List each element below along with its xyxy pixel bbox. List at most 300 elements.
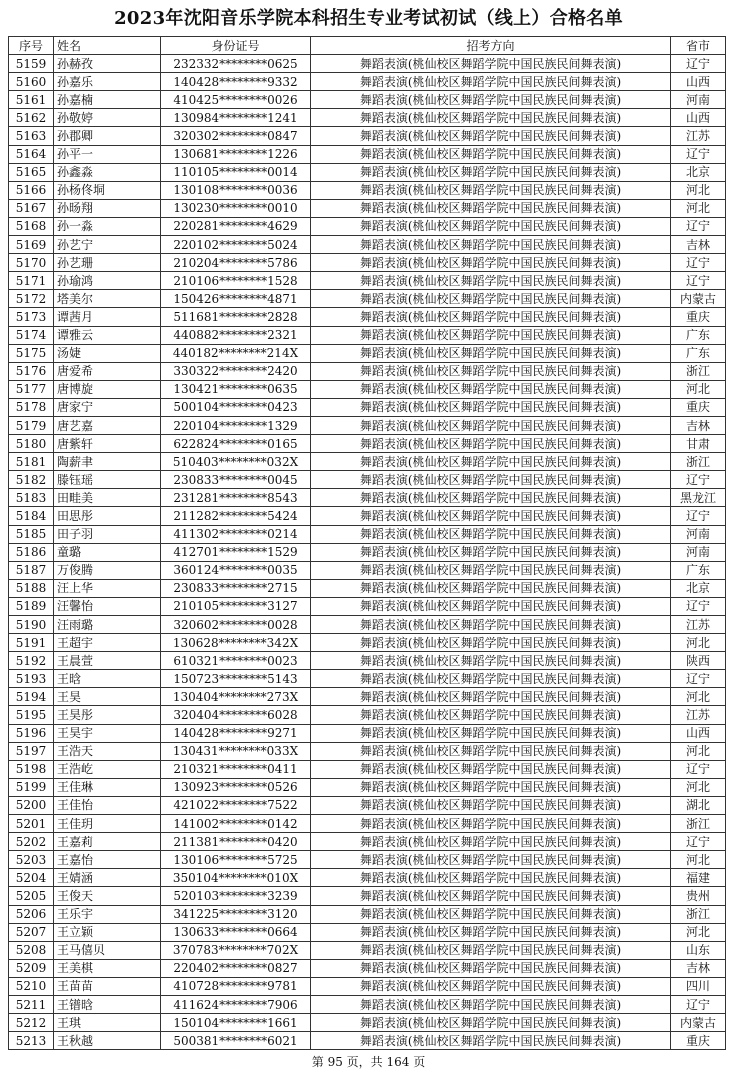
row-province: 浙江 xyxy=(671,362,726,380)
header-exam-direction: 招考方向 xyxy=(311,37,671,55)
row-serial-number: 5169 xyxy=(9,236,54,254)
row-serial-number: 5208 xyxy=(9,941,54,959)
row-serial-number: 5193 xyxy=(9,670,54,688)
row-id-number: 320404********6028 xyxy=(161,706,311,724)
row-province: 河北 xyxy=(671,923,726,941)
row-province: 吉林 xyxy=(671,416,726,434)
row-serial-number: 5199 xyxy=(9,778,54,796)
row-serial-number: 5213 xyxy=(9,1032,54,1050)
row-name: 陶薪聿 xyxy=(54,453,161,471)
table-row xyxy=(9,489,726,507)
admission-list-table xyxy=(8,36,726,1050)
row-province: 重庆 xyxy=(671,398,726,416)
row-name: 王嘉莉 xyxy=(54,833,161,851)
row-province: 广东 xyxy=(671,344,726,362)
row-name: 王佳玥 xyxy=(54,815,161,833)
row-serial-number: 5159 xyxy=(9,55,54,73)
row-province: 浙江 xyxy=(671,905,726,923)
row-exam-direction: 舞蹈表演(桃仙校区舞蹈学院中国民族民间舞表演) xyxy=(311,977,671,995)
row-id-number: 410425********0026 xyxy=(161,91,311,109)
row-name: 王昊彤 xyxy=(54,706,161,724)
row-id-number: 130431********033X xyxy=(161,742,311,760)
row-serial-number: 5177 xyxy=(9,380,54,398)
row-name: 孙艺珊 xyxy=(54,254,161,272)
row-exam-direction: 舞蹈表演(桃仙校区舞蹈学院中国民族民间舞表演) xyxy=(311,616,671,634)
header-id-number: 身份证号 xyxy=(161,37,311,55)
row-exam-direction: 舞蹈表演(桃仙校区舞蹈学院中国民族民间舞表演) xyxy=(311,145,671,163)
table-row xyxy=(9,127,726,145)
row-name: 汪馨怡 xyxy=(54,597,161,615)
row-name: 王苗苗 xyxy=(54,977,161,995)
row-exam-direction: 舞蹈表演(桃仙校区舞蹈学院中国民族民间舞表演) xyxy=(311,670,671,688)
row-exam-direction: 舞蹈表演(桃仙校区舞蹈学院中国民族民间舞表演) xyxy=(311,1014,671,1032)
row-exam-direction: 舞蹈表演(桃仙校区舞蹈学院中国民族民间舞表演) xyxy=(311,398,671,416)
row-province: 辽宁 xyxy=(671,145,726,163)
row-province: 广东 xyxy=(671,326,726,344)
table-row xyxy=(9,579,726,597)
row-name: 孙旸翔 xyxy=(54,199,161,217)
row-id-number: 411302********0214 xyxy=(161,525,311,543)
row-exam-direction: 舞蹈表演(桃仙校区舞蹈学院中国民族民间舞表演) xyxy=(311,471,671,489)
row-serial-number: 5192 xyxy=(9,652,54,670)
row-name: 田思彤 xyxy=(54,507,161,525)
row-province: 辽宁 xyxy=(671,254,726,272)
table-row xyxy=(9,923,726,941)
row-id-number: 412701********1529 xyxy=(161,543,311,561)
row-id-number: 232332********0625 xyxy=(161,55,311,73)
row-province: 河北 xyxy=(671,380,726,398)
table-row xyxy=(9,742,726,760)
row-name: 唐爱希 xyxy=(54,362,161,380)
row-exam-direction: 舞蹈表演(桃仙校区舞蹈学院中国民族民间舞表演) xyxy=(311,55,671,73)
row-serial-number: 5190 xyxy=(9,616,54,634)
table-row xyxy=(9,1014,726,1032)
row-name: 孙郡卿 xyxy=(54,127,161,145)
table-row xyxy=(9,561,726,579)
row-exam-direction: 舞蹈表演(桃仙校区舞蹈学院中国民族民间舞表演) xyxy=(311,127,671,145)
row-id-number: 231281********8543 xyxy=(161,489,311,507)
row-serial-number: 5172 xyxy=(9,290,54,308)
row-province: 辽宁 xyxy=(671,471,726,489)
table-row xyxy=(9,435,726,453)
row-province: 河北 xyxy=(671,688,726,706)
table-row xyxy=(9,977,726,995)
row-name: 王嘉怡 xyxy=(54,851,161,869)
row-exam-direction: 舞蹈表演(桃仙校区舞蹈学院中国民族民间舞表演) xyxy=(311,181,671,199)
row-exam-direction: 舞蹈表演(桃仙校区舞蹈学院中国民族民间舞表演) xyxy=(311,706,671,724)
page-footer: 第 95 页，共 164 页 xyxy=(311,1055,426,1069)
table-row xyxy=(9,290,726,308)
row-province: 河北 xyxy=(671,199,726,217)
row-exam-direction: 舞蹈表演(桃仙校区舞蹈学院中国民族民间舞表演) xyxy=(311,254,671,272)
row-province: 江苏 xyxy=(671,706,726,724)
table-row xyxy=(9,507,726,525)
row-serial-number: 5201 xyxy=(9,815,54,833)
table-row xyxy=(9,869,726,887)
table-row xyxy=(9,688,726,706)
row-province: 河南 xyxy=(671,543,726,561)
table-row xyxy=(9,416,726,434)
table-row xyxy=(9,1032,726,1050)
row-serial-number: 5171 xyxy=(9,272,54,290)
row-id-number: 150104********1661 xyxy=(161,1014,311,1032)
table-row xyxy=(9,380,726,398)
table-row xyxy=(9,887,726,905)
row-exam-direction: 舞蹈表演(桃仙校区舞蹈学院中国民族民间舞表演) xyxy=(311,561,671,579)
row-id-number: 150426********4871 xyxy=(161,290,311,308)
row-exam-direction: 舞蹈表演(桃仙校区舞蹈学院中国民族民间舞表演) xyxy=(311,435,671,453)
row-name: 孙平一 xyxy=(54,145,161,163)
row-id-number: 110105********0014 xyxy=(161,163,311,181)
row-serial-number: 5204 xyxy=(9,869,54,887)
row-province: 辽宁 xyxy=(671,760,726,778)
row-id-number: 130108********0036 xyxy=(161,181,311,199)
row-serial-number: 5181 xyxy=(9,453,54,471)
row-exam-direction: 舞蹈表演(桃仙校区舞蹈学院中国民族民间舞表演) xyxy=(311,815,671,833)
row-serial-number: 5173 xyxy=(9,308,54,326)
row-exam-direction: 舞蹈表演(桃仙校区舞蹈学院中国民族民间舞表演) xyxy=(311,959,671,977)
row-exam-direction: 舞蹈表演(桃仙校区舞蹈学院中国民族民间舞表演) xyxy=(311,851,671,869)
row-province: 山西 xyxy=(671,73,726,91)
row-id-number: 610321********0023 xyxy=(161,652,311,670)
row-province: 浙江 xyxy=(671,453,726,471)
row-province: 河北 xyxy=(671,778,726,796)
table-row xyxy=(9,362,726,380)
row-serial-number: 5170 xyxy=(9,254,54,272)
row-id-number: 130404********273X xyxy=(161,688,311,706)
row-province: 浙江 xyxy=(671,815,726,833)
row-exam-direction: 舞蹈表演(桃仙校区舞蹈学院中国民族民间舞表演) xyxy=(311,272,671,290)
row-province: 辽宁 xyxy=(671,55,726,73)
row-id-number: 350104********010X xyxy=(161,869,311,887)
row-exam-direction: 舞蹈表演(桃仙校区舞蹈学院中国民族民间舞表演) xyxy=(311,416,671,434)
table-row xyxy=(9,597,726,615)
table-row xyxy=(9,145,726,163)
table-row xyxy=(9,308,726,326)
row-id-number: 500381********6021 xyxy=(161,1032,311,1050)
row-serial-number: 5167 xyxy=(9,199,54,217)
row-name: 孙鑫淼 xyxy=(54,163,161,181)
row-name: 孙瑜鸿 xyxy=(54,272,161,290)
row-exam-direction: 舞蹈表演(桃仙校区舞蹈学院中国民族民间舞表演) xyxy=(311,995,671,1013)
row-exam-direction: 舞蹈表演(桃仙校区舞蹈学院中国民族民间舞表演) xyxy=(311,525,671,543)
row-name: 王俊天 xyxy=(54,887,161,905)
row-id-number: 220102********5024 xyxy=(161,236,311,254)
row-exam-direction: 舞蹈表演(桃仙校区舞蹈学院中国民族民间舞表演) xyxy=(311,579,671,597)
table-row xyxy=(9,236,726,254)
row-exam-direction: 舞蹈表演(桃仙校区舞蹈学院中国民族民间舞表演) xyxy=(311,887,671,905)
table-row xyxy=(9,73,726,91)
row-id-number: 230833********0045 xyxy=(161,471,311,489)
row-exam-direction: 舞蹈表演(桃仙校区舞蹈学院中国民族民间舞表演) xyxy=(311,634,671,652)
row-exam-direction: 舞蹈表演(桃仙校区舞蹈学院中国民族民间舞表演) xyxy=(311,652,671,670)
table-row xyxy=(9,471,726,489)
row-name: 孙一淼 xyxy=(54,217,161,235)
header-name: 姓名 xyxy=(54,37,161,55)
table-row xyxy=(9,199,726,217)
table-row xyxy=(9,525,726,543)
row-serial-number: 5196 xyxy=(9,724,54,742)
row-province: 湖北 xyxy=(671,796,726,814)
row-serial-number: 5209 xyxy=(9,959,54,977)
row-exam-direction: 舞蹈表演(桃仙校区舞蹈学院中国民族民间舞表演) xyxy=(311,597,671,615)
row-serial-number: 5184 xyxy=(9,507,54,525)
row-province: 北京 xyxy=(671,163,726,181)
row-exam-direction: 舞蹈表演(桃仙校区舞蹈学院中国民族民间舞表演) xyxy=(311,217,671,235)
row-name: 滕钰瑶 xyxy=(54,471,161,489)
row-serial-number: 5176 xyxy=(9,362,54,380)
row-province: 河北 xyxy=(671,742,726,760)
row-serial-number: 5160 xyxy=(9,73,54,91)
row-province: 江苏 xyxy=(671,616,726,634)
row-serial-number: 5175 xyxy=(9,344,54,362)
row-exam-direction: 舞蹈表演(桃仙校区舞蹈学院中国民族民间舞表演) xyxy=(311,869,671,887)
row-serial-number: 5191 xyxy=(9,634,54,652)
row-name: 王浩屹 xyxy=(54,760,161,778)
row-name: 王乐宇 xyxy=(54,905,161,923)
row-exam-direction: 舞蹈表演(桃仙校区舞蹈学院中国民族民间舞表演) xyxy=(311,489,671,507)
row-exam-direction: 舞蹈表演(桃仙校区舞蹈学院中国民族民间舞表演) xyxy=(311,290,671,308)
row-id-number: 440182********214X xyxy=(161,344,311,362)
row-id-number: 230833********2715 xyxy=(161,579,311,597)
row-serial-number: 5198 xyxy=(9,760,54,778)
table-row xyxy=(9,760,726,778)
row-id-number: 130633********0664 xyxy=(161,923,311,941)
row-province: 辽宁 xyxy=(671,670,726,688)
row-serial-number: 5211 xyxy=(9,995,54,1013)
row-province: 内蒙古 xyxy=(671,1014,726,1032)
table-row xyxy=(9,815,726,833)
row-id-number: 211381********0420 xyxy=(161,833,311,851)
row-name: 王婧涵 xyxy=(54,869,161,887)
row-serial-number: 5180 xyxy=(9,435,54,453)
row-name: 唐家宁 xyxy=(54,398,161,416)
row-province: 吉林 xyxy=(671,959,726,977)
row-id-number: 520103********3239 xyxy=(161,887,311,905)
row-name: 王昊 xyxy=(54,688,161,706)
table-row xyxy=(9,91,726,109)
row-name: 孙艺宁 xyxy=(54,236,161,254)
row-name: 王浩天 xyxy=(54,742,161,760)
row-province: 山西 xyxy=(671,109,726,127)
row-id-number: 210106********1528 xyxy=(161,272,311,290)
row-id-number: 140428********9271 xyxy=(161,724,311,742)
table-row xyxy=(9,109,726,127)
row-id-number: 210105********3127 xyxy=(161,597,311,615)
row-province: 河北 xyxy=(671,851,726,869)
row-province: 江苏 xyxy=(671,127,726,145)
row-name: 王秋越 xyxy=(54,1032,161,1050)
row-id-number: 130106********5725 xyxy=(161,851,311,869)
row-name: 塔美尔 xyxy=(54,290,161,308)
row-name: 田子羽 xyxy=(54,525,161,543)
row-name: 王昊宇 xyxy=(54,724,161,742)
row-id-number: 410728********9781 xyxy=(161,977,311,995)
row-serial-number: 5164 xyxy=(9,145,54,163)
row-serial-number: 5197 xyxy=(9,742,54,760)
row-name: 王美棋 xyxy=(54,959,161,977)
row-exam-direction: 舞蹈表演(桃仙校区舞蹈学院中国民族民间舞表演) xyxy=(311,796,671,814)
row-exam-direction: 舞蹈表演(桃仙校区舞蹈学院中国民族民间舞表演) xyxy=(311,923,671,941)
table-row xyxy=(9,941,726,959)
table-row xyxy=(9,959,726,977)
row-province: 黑龙江 xyxy=(671,489,726,507)
row-province: 辽宁 xyxy=(671,597,726,615)
row-name: 谭茜月 xyxy=(54,308,161,326)
row-province: 北京 xyxy=(671,579,726,597)
row-province: 内蒙古 xyxy=(671,290,726,308)
row-id-number: 130628********342X xyxy=(161,634,311,652)
page-title: 2023年沈阳音乐学院本科招生专业考试初试（线上）合格名单 xyxy=(114,8,623,29)
row-province: 吉林 xyxy=(671,236,726,254)
row-id-number: 130421********0635 xyxy=(161,380,311,398)
row-name: 万俊腾 xyxy=(54,561,161,579)
row-province: 重庆 xyxy=(671,1032,726,1050)
row-exam-direction: 舞蹈表演(桃仙校区舞蹈学院中国民族民间舞表演) xyxy=(311,833,671,851)
table-row xyxy=(9,706,726,724)
table-row xyxy=(9,344,726,362)
table-row xyxy=(9,272,726,290)
row-exam-direction: 舞蹈表演(桃仙校区舞蹈学院中国民族民间舞表演) xyxy=(311,688,671,706)
row-id-number: 130923********0526 xyxy=(161,778,311,796)
row-id-number: 320602********0028 xyxy=(161,616,311,634)
row-id-number: 220402********0827 xyxy=(161,959,311,977)
row-serial-number: 5183 xyxy=(9,489,54,507)
table-row xyxy=(9,796,726,814)
row-serial-number: 5202 xyxy=(9,833,54,851)
row-name: 汤婕 xyxy=(54,344,161,362)
row-exam-direction: 舞蹈表演(桃仙校区舞蹈学院中国民族民间舞表演) xyxy=(311,326,671,344)
row-exam-direction: 舞蹈表演(桃仙校区舞蹈学院中国民族民间舞表演) xyxy=(311,73,671,91)
row-serial-number: 5188 xyxy=(9,579,54,597)
row-serial-number: 5178 xyxy=(9,398,54,416)
row-serial-number: 5207 xyxy=(9,923,54,941)
row-name: 汪上华 xyxy=(54,579,161,597)
table-row xyxy=(9,543,726,561)
row-id-number: 500104********0423 xyxy=(161,398,311,416)
row-serial-number: 5187 xyxy=(9,561,54,579)
row-exam-direction: 舞蹈表演(桃仙校区舞蹈学院中国民族民间舞表演) xyxy=(311,91,671,109)
table-row xyxy=(9,254,726,272)
row-id-number: 330322********2420 xyxy=(161,362,311,380)
header-province: 省市 xyxy=(671,37,726,55)
row-province: 辽宁 xyxy=(671,833,726,851)
table-row xyxy=(9,55,726,73)
row-name: 唐博旋 xyxy=(54,380,161,398)
row-id-number: 210321********0411 xyxy=(161,760,311,778)
table-row xyxy=(9,652,726,670)
table-row xyxy=(9,326,726,344)
table-row xyxy=(9,634,726,652)
row-name: 孙嘉楠 xyxy=(54,91,161,109)
row-id-number: 622824********0165 xyxy=(161,435,311,453)
row-id-number: 211282********5424 xyxy=(161,507,311,525)
row-province: 河南 xyxy=(671,525,726,543)
row-serial-number: 5195 xyxy=(9,706,54,724)
row-exam-direction: 舞蹈表演(桃仙校区舞蹈学院中国民族民间舞表演) xyxy=(311,236,671,254)
row-id-number: 370783********702X xyxy=(161,941,311,959)
row-id-number: 130681********1226 xyxy=(161,145,311,163)
row-serial-number: 5179 xyxy=(9,416,54,434)
row-province: 辽宁 xyxy=(671,217,726,235)
table-body xyxy=(9,55,726,1050)
row-name: 唐紫轩 xyxy=(54,435,161,453)
row-exam-direction: 舞蹈表演(桃仙校区舞蹈学院中国民族民间舞表演) xyxy=(311,760,671,778)
table-row xyxy=(9,163,726,181)
row-id-number: 511681********2828 xyxy=(161,308,311,326)
row-name: 王晗 xyxy=(54,670,161,688)
row-id-number: 141002********0142 xyxy=(161,815,311,833)
row-serial-number: 5162 xyxy=(9,109,54,127)
row-id-number: 130984********1241 xyxy=(161,109,311,127)
row-id-number: 360124********0035 xyxy=(161,561,311,579)
table-row xyxy=(9,995,726,1013)
table-row xyxy=(9,670,726,688)
row-province: 辽宁 xyxy=(671,272,726,290)
row-serial-number: 5174 xyxy=(9,326,54,344)
row-name: 童璐 xyxy=(54,543,161,561)
row-serial-number: 5185 xyxy=(9,525,54,543)
table-row xyxy=(9,398,726,416)
row-serial-number: 5203 xyxy=(9,851,54,869)
row-id-number: 210204********5786 xyxy=(161,254,311,272)
row-serial-number: 5161 xyxy=(9,91,54,109)
row-serial-number: 5168 xyxy=(9,217,54,235)
row-name: 王镨晗 xyxy=(54,995,161,1013)
row-exam-direction: 舞蹈表演(桃仙校区舞蹈学院中国民族民间舞表演) xyxy=(311,1032,671,1050)
row-name: 王佳琳 xyxy=(54,778,161,796)
row-serial-number: 5182 xyxy=(9,471,54,489)
row-exam-direction: 舞蹈表演(桃仙校区舞蹈学院中国民族民间舞表演) xyxy=(311,163,671,181)
row-serial-number: 5210 xyxy=(9,977,54,995)
row-province: 广东 xyxy=(671,561,726,579)
row-name: 孙赫孜 xyxy=(54,55,161,73)
row-exam-direction: 舞蹈表演(桃仙校区舞蹈学院中国民族民间舞表演) xyxy=(311,507,671,525)
row-name: 孙杨佟垌 xyxy=(54,181,161,199)
header-serial-number: 序号 xyxy=(9,37,54,55)
row-exam-direction: 舞蹈表演(桃仙校区舞蹈学院中国民族民间舞表演) xyxy=(311,742,671,760)
row-province: 陕西 xyxy=(671,652,726,670)
row-id-number: 220104********1329 xyxy=(161,416,311,434)
table-row xyxy=(9,181,726,199)
row-province: 辽宁 xyxy=(671,507,726,525)
row-name: 王立颖 xyxy=(54,923,161,941)
row-serial-number: 5189 xyxy=(9,597,54,615)
row-id-number: 341225********3120 xyxy=(161,905,311,923)
row-province: 山西 xyxy=(671,724,726,742)
row-exam-direction: 舞蹈表演(桃仙校区舞蹈学院中国民族民间舞表演) xyxy=(311,362,671,380)
table-header-row xyxy=(9,37,726,55)
row-province: 山东 xyxy=(671,941,726,959)
table-row xyxy=(9,778,726,796)
row-exam-direction: 舞蹈表演(桃仙校区舞蹈学院中国民族民间舞表演) xyxy=(311,380,671,398)
row-province: 重庆 xyxy=(671,308,726,326)
row-province: 甘肃 xyxy=(671,435,726,453)
row-serial-number: 5205 xyxy=(9,887,54,905)
row-name: 王佳怡 xyxy=(54,796,161,814)
row-id-number: 130230********0010 xyxy=(161,199,311,217)
row-province: 四川 xyxy=(671,977,726,995)
row-exam-direction: 舞蹈表演(桃仙校区舞蹈学院中国民族民间舞表演) xyxy=(311,543,671,561)
row-id-number: 421022********7522 xyxy=(161,796,311,814)
row-province: 河北 xyxy=(671,181,726,199)
row-exam-direction: 舞蹈表演(桃仙校区舞蹈学院中国民族民间舞表演) xyxy=(311,308,671,326)
row-exam-direction: 舞蹈表演(桃仙校区舞蹈学院中国民族民间舞表演) xyxy=(311,344,671,362)
table-row xyxy=(9,905,726,923)
row-exam-direction: 舞蹈表演(桃仙校区舞蹈学院中国民族民间舞表演) xyxy=(311,199,671,217)
row-serial-number: 5163 xyxy=(9,127,54,145)
row-name: 王琪 xyxy=(54,1014,161,1032)
